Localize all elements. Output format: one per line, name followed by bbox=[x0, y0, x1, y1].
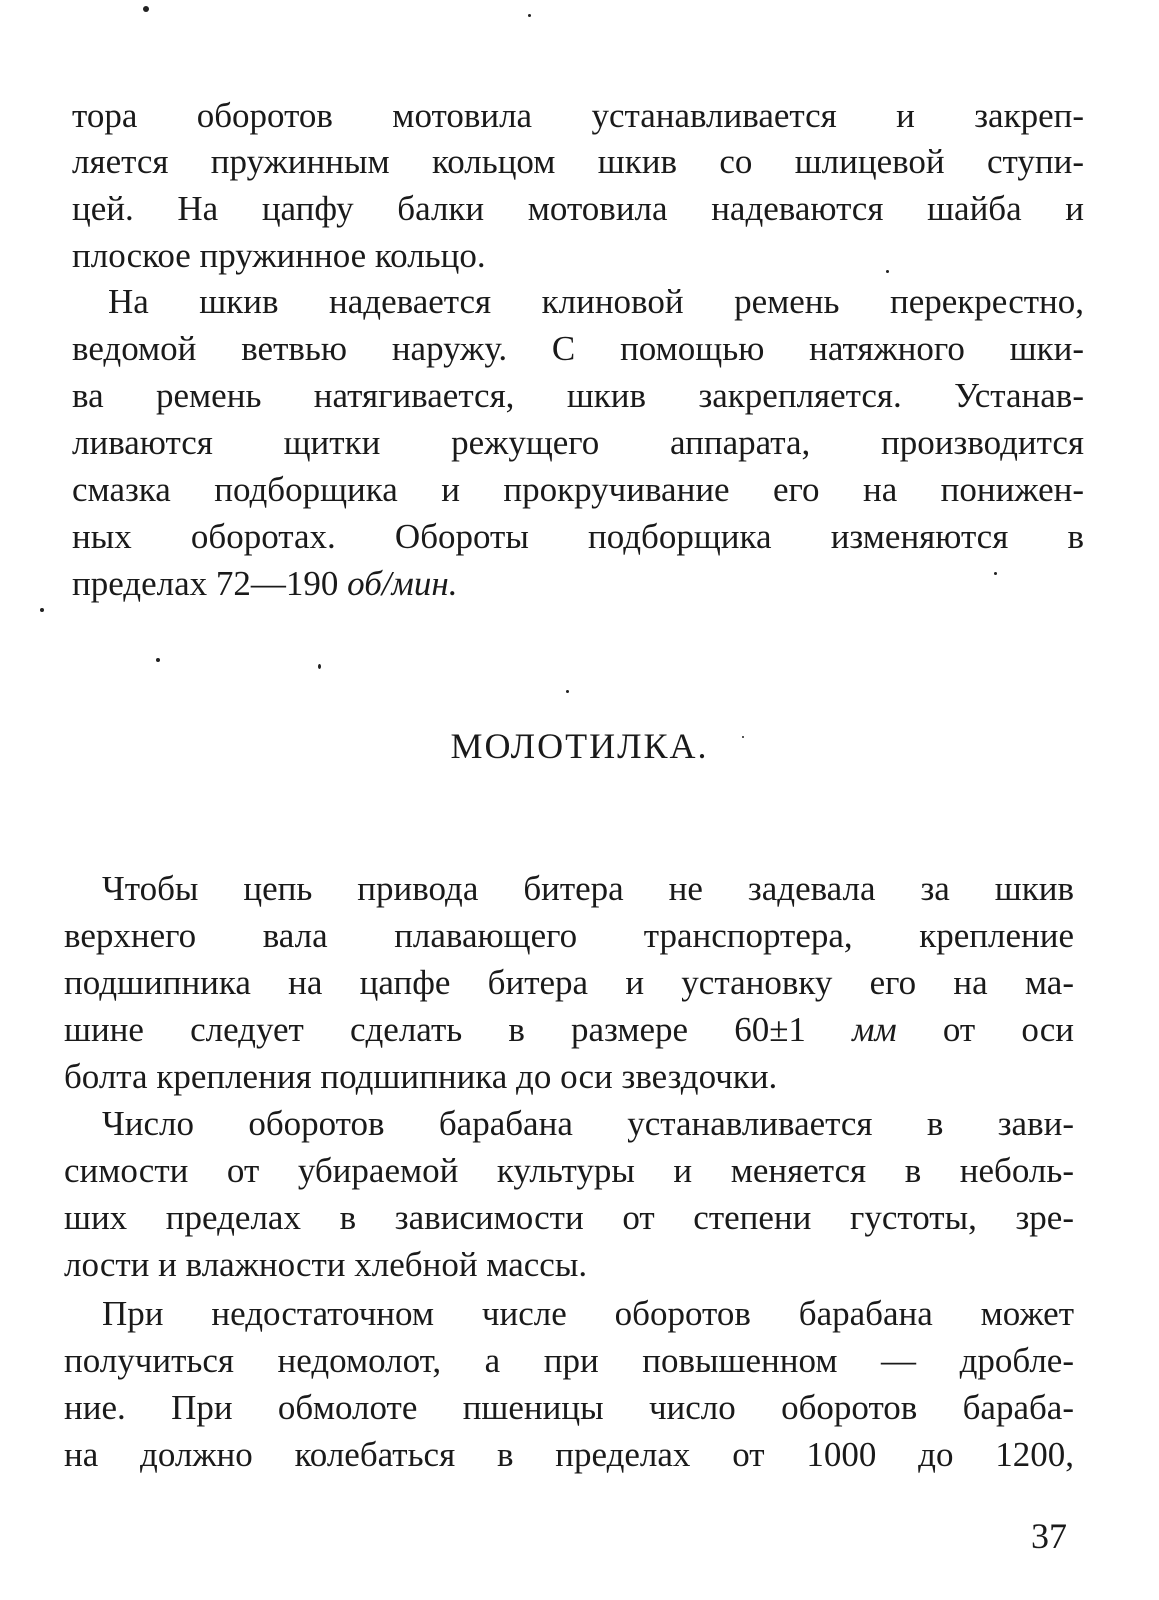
text-line bbox=[0, 865, 1159, 913]
text-line bbox=[0, 232, 1159, 280]
text-line-content: на должно колебаться в пределах от 1000 до 1200, bbox=[64, 1435, 1074, 1474]
text-line-content: болта крепления подшипника до оси звездочки. bbox=[64, 1057, 778, 1096]
text-line-content: тора оборотов мотовила устанавливается и закреп- bbox=[72, 96, 1084, 135]
text-line-content: ляется пружинным кольцом шкив со шлицевой ступи- bbox=[72, 142, 1084, 181]
text-line bbox=[0, 1241, 1159, 1289]
print-speck bbox=[528, 14, 531, 17]
text-line-content: ва ремень натягивается, шкив закрепляется. Устанав- bbox=[72, 376, 1084, 415]
text-line-content: ших пределах в зависимости от степени густоты, зре- bbox=[64, 1198, 1074, 1237]
text-line-content: подшипника на цапфе битера и установку его на ма- bbox=[64, 963, 1074, 1002]
text-line bbox=[0, 1337, 1159, 1385]
text-line bbox=[0, 959, 1159, 1007]
text-line bbox=[0, 1006, 1159, 1054]
text-line-content: плоское пружинное кольцо. bbox=[72, 236, 486, 275]
text-line-content: цей. На цапфу балки мотовила надеваются шайба и bbox=[72, 189, 1084, 228]
text-line bbox=[0, 1147, 1159, 1195]
page-number: 37 bbox=[1031, 1516, 1067, 1556]
unit-italic: об/мин. bbox=[347, 564, 458, 603]
unit-italic: мм bbox=[852, 1010, 897, 1049]
text-line-content bbox=[72, 560, 632, 608]
text-line bbox=[0, 325, 1159, 373]
print-speck bbox=[156, 658, 160, 662]
text-line bbox=[0, 560, 1159, 608]
text-line bbox=[0, 419, 1159, 467]
section-heading: МОЛОТИЛКА. bbox=[450, 726, 709, 766]
text-line bbox=[0, 372, 1159, 420]
text-line-content: При недостаточном числе оборотов барабана может bbox=[102, 1294, 1074, 1333]
text-line-content: ведомой ветвью наружу. С помощью натяжного шки- bbox=[72, 329, 1084, 368]
text-line bbox=[0, 1290, 1159, 1338]
print-speck bbox=[566, 690, 569, 693]
text-line-content: На шкив надевается клиновой ремень перекрестно, bbox=[108, 282, 1084, 321]
text-line-content bbox=[64, 1006, 1074, 1054]
text-line bbox=[0, 278, 1159, 326]
text-line bbox=[0, 1100, 1159, 1148]
text-line-content: ливаются щитки режущего аппарата, производится bbox=[72, 423, 1084, 462]
text-line-content: симости от убираемой культуры и меняется в неболь- bbox=[64, 1151, 1074, 1190]
print-speck bbox=[143, 6, 149, 12]
text-line bbox=[0, 513, 1159, 561]
text-line-content: ных оборотах. Обороты подборщика изменяются в bbox=[72, 517, 1084, 556]
text-line bbox=[0, 92, 1159, 140]
text-line-content: получиться недомолот, а при повышенном — дробле- bbox=[64, 1341, 1074, 1380]
text-line-content: ние. При обмолоте пшеницы число оборотов бараба- bbox=[64, 1388, 1074, 1427]
print-speck bbox=[318, 664, 321, 669]
text-line-content: Чтобы цепь привода битера не задевала за шкив bbox=[102, 869, 1074, 908]
text-line-content: Число оборотов барабана устанавливается в зави- bbox=[102, 1104, 1074, 1143]
text-line bbox=[0, 1053, 1159, 1101]
print-speck bbox=[40, 608, 44, 612]
text-line bbox=[0, 1431, 1159, 1479]
text-line bbox=[0, 185, 1159, 233]
text-line bbox=[0, 466, 1159, 514]
text-line bbox=[0, 1384, 1159, 1432]
text-run: пределах 72—190 bbox=[72, 564, 348, 603]
text-line-content: лости и влажности хлебной массы. bbox=[64, 1245, 588, 1284]
text-line bbox=[0, 912, 1159, 960]
text-line-content: смазка подборщика и прокручивание его на понижен- bbox=[72, 470, 1084, 509]
text-run: от оси bbox=[896, 1010, 1074, 1049]
text-line bbox=[0, 138, 1159, 186]
text-run: шине следует сделать в размере 60±1 bbox=[64, 1010, 853, 1049]
text-line bbox=[0, 1194, 1159, 1242]
text-line-content: верхнего вала плавающего транспортера, крепление bbox=[64, 916, 1074, 955]
